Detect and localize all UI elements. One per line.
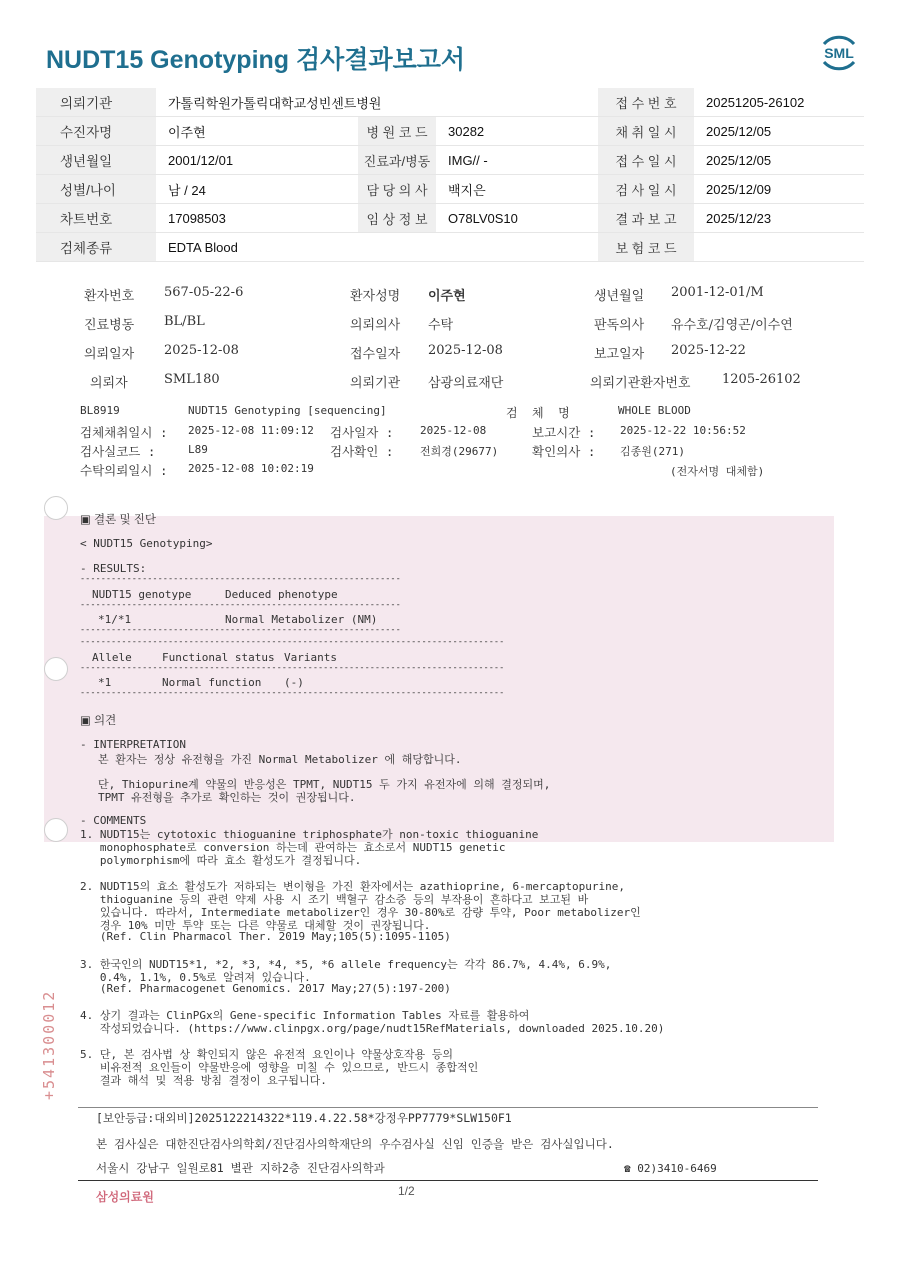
pt-value-reader: 유수호/김영곤/이수연 — [671, 318, 793, 333]
value-physician: 백지은 — [436, 175, 598, 204]
phenotype-value: Normal Metabolizer (NM) — [225, 613, 378, 626]
pt-value-report-date: 2025-12-22 — [671, 343, 746, 358]
comment-line: 작성되었습니다. (https://www.clinpgx.org/page/nudt15RefMaterials, downloaded 2025.10.20) — [80, 1022, 665, 1035]
pt-value-requester: SML180 — [164, 372, 220, 387]
label-patient-name: 수진자명 — [36, 117, 156, 146]
label-receipt-no: 접 수 번 호 — [598, 88, 694, 117]
svg-text:SML: SML — [824, 45, 854, 61]
esign-note: (전자서명 대체함) — [670, 465, 765, 478]
value-clinical-info: O78LV0S10 — [436, 204, 598, 233]
comment-line: 비유전적 요인들이 약물반응에 영향을 미칠 수 있으므로, 반드시 종합적인 — [80, 1061, 479, 1074]
dash-line: -------------------------------------------------------------- — [80, 625, 401, 635]
dash-line: -------------------------------------------------------------- — [80, 600, 401, 610]
reporttime-value: 2025-12-22 10:56:52 — [620, 424, 746, 437]
value-hospital-code: 30282 — [436, 117, 598, 146]
interpretation-line: 단, Thiopurine계 약물의 반응성은 TPMT, NUDT15 두 가지 유전자에 의해 결정되며, — [98, 778, 551, 791]
pt-label-ward: 진료병동 — [84, 318, 135, 333]
pt-label-report-date: 보고일자 — [594, 347, 645, 362]
interpretation-label: - INTERPRETATION — [80, 738, 186, 751]
comments-label: - COMMENTS — [80, 814, 147, 827]
label-physician: 담 당 의 사 — [358, 175, 436, 204]
pt-value-receipt-date: 2025-12-08 — [428, 343, 503, 358]
security-line: [보안등급:대외비]2025122214322*119.4.22.58*강정우PP7779*SLW150F1 — [96, 1111, 512, 1125]
comment-line: 경우 10% 미만 투약 또는 다른 약물로 대체할 것이 권장됩니다. — [80, 919, 431, 932]
comment-line: 4. 상기 결과는 ClinPGx의 Gene-specific Information Tables 자료를 활용하여 — [80, 1009, 530, 1022]
results-label: - RESULTS: — [80, 562, 147, 575]
comment-line: thioguanine 등의 관련 약제 사용 시 조기 백혈구 감소증 등의 부작용이 흔하다고 보고된 바 — [80, 893, 589, 906]
opinion-heading: ▣ 의견 — [80, 715, 117, 727]
info-row — [36, 146, 864, 175]
dash-line: ---------------------------------------------------------------------------------- — [80, 637, 505, 647]
pt-value-ward: BL/BL — [164, 314, 205, 329]
variants-value: (-) — [284, 676, 304, 689]
value-result-report: 2025/12/23 — [694, 204, 864, 233]
col-allele: Allele — [92, 651, 132, 664]
conclusion-heading: ▣ 결론 및 진단 — [80, 514, 156, 526]
label-institution: 의뢰기관 — [36, 88, 156, 117]
value-sex-age: 남 / 24 — [156, 175, 358, 204]
certification-text: 본 검사실은 대한진단검사의학회/진단검사의학재단의 우수검사실 신임 인증을 받은 검사실입니다. — [96, 1137, 614, 1151]
col-function: Functional status — [162, 651, 275, 664]
pt-label-patient-name: 환자성명 — [350, 289, 401, 304]
comment-line: 3. 한국인의 NUDT15*1, *2, *3, *4, *5, *6 allele frequency는 각각 86.7%, 4.4%, 6.9%, — [80, 958, 612, 971]
comment-line: 결과 해석 및 적용 방침 결정이 요구됩니다. — [80, 1074, 327, 1087]
pt-label-patient-no: 환자번호 — [84, 289, 135, 304]
comment-line: 1. NUDT15는 cytotoxic thioguanine triphosphate가 non-toxic thioguanine — [80, 828, 539, 841]
binder-hole — [44, 657, 68, 681]
label-test-date: 검 사 일 시 — [598, 175, 694, 204]
allele-value: *1 — [98, 676, 112, 689]
comment-line: 0.4%, 1.1%, 0.5%로 알려져 있습니다. — [80, 971, 311, 984]
request-label: 수탁의뢰일시 : — [80, 463, 168, 478]
pt-label-receipt-date: 접수일자 — [350, 347, 401, 362]
label-receipt-date: 접 수 일 시 — [598, 146, 694, 175]
footer-bottom-line — [78, 1180, 818, 1181]
testdate-value: 2025-12-08 — [420, 424, 487, 437]
label-result-report: 결 과 보 고 — [598, 204, 694, 233]
reporttime-label: 보고시간 : — [532, 425, 596, 440]
phone-text: ☎ 02)3410-6469 — [624, 1162, 717, 1175]
interpretation-line: TPMT 유전형을 추가로 확인하는 것이 권장됩니다. — [98, 791, 356, 804]
collect-label: 검체채취일시 : — [80, 425, 168, 440]
value-department: IMG// - — [436, 146, 598, 175]
binder-hole — [44, 818, 68, 842]
pt-value-inst-patient-no: 1205-26102 — [722, 372, 801, 387]
comment-line: 5. 단, 본 검사법 상 확인되지 않은 유전적 요인이나 약물상호작용 등의 — [80, 1048, 453, 1061]
pt-label-inst-patient-no: 의뢰기관환자번호 — [590, 376, 691, 391]
info-row — [36, 88, 864, 117]
specimen-value: WHOLE BLOOD — [618, 404, 691, 417]
dash-line: -------------------------------------------------------------- — [80, 574, 401, 584]
footer-divider — [78, 1107, 818, 1108]
genotype-value: *1/*1 — [98, 613, 132, 626]
value-insurance-code — [694, 233, 864, 262]
label-hospital-code: 병 원 코 드 — [358, 117, 436, 146]
dash-line: ---------------------------------------------------------------------------------- — [80, 688, 505, 698]
report-title: NUDT15 Genotyping 검사결과보고서 — [46, 46, 466, 74]
info-row — [36, 175, 864, 204]
sml-logo — [816, 30, 862, 76]
confirm-doc-value: 김종원(271) — [620, 445, 685, 458]
value-institution: 가톨릭학원가톨릭대학교성빈센트병원 — [156, 88, 598, 117]
pt-value-birth: 2001-12-01/M — [671, 285, 764, 300]
comment-line: monophosphate로 conversion 하는데 관여하는 효소로서 NUDT15 genetic — [80, 841, 506, 854]
value-collect-date: 2025/12/05 — [694, 117, 864, 146]
genotyping-header: < NUDT15 Genotyping> — [80, 537, 213, 550]
collect-value: 2025-12-08 11:09:12 — [188, 424, 314, 437]
label-birthdate: 생년월일 — [36, 146, 156, 175]
label-department: 진료과/병동 — [358, 146, 436, 175]
hospital-name: 삼성의료원 — [96, 1190, 154, 1204]
label-chart-no: 차트번호 — [36, 204, 156, 233]
comment-line: polymorphism에 따라 효소 활성도가 결정됩니다. — [80, 854, 362, 867]
side-serial-number: +541300012 — [40, 989, 58, 1100]
testdate-label: 검사일자 : — [330, 425, 394, 440]
confirm-label: 검사확인 : — [330, 444, 394, 459]
dash-line: ---------------------------------------------------------------------------------- — [80, 663, 505, 673]
specimen-label: 검 체 명 — [506, 406, 570, 420]
interpretation-line: 본 환자는 정상 유전형을 가진 Normal Metabolizer 에 해당합니다. — [98, 753, 462, 766]
room-label: 검사실코드 : — [80, 444, 156, 459]
pt-value-req-doctor: 수탁 — [428, 318, 454, 333]
pt-value-req-date: 2025-12-08 — [164, 343, 239, 358]
pt-label-requester: 의뢰자 — [90, 376, 128, 391]
comment-line: 있습니다. 따라서, Intermediate metabolizer인 경우 30-80%로 감량 투약, Poor metabolizer인 — [80, 906, 641, 919]
comment-line: (Ref. Clin Pharmacol Ther. 2019 May;105(5):1095-1105) — [80, 930, 451, 943]
value-birthdate: 2001/12/01 — [156, 146, 358, 175]
confirm-doc-label: 확인의사 : — [532, 444, 596, 459]
request-value: 2025-12-08 10:02:19 — [188, 462, 314, 475]
function-value: Normal function — [162, 676, 262, 689]
value-specimen: EDTA Blood — [156, 233, 598, 262]
pt-label-req-doctor: 의뢰의사 — [350, 318, 401, 333]
pt-value-patient-name: 이주현 — [428, 289, 466, 304]
value-chart-no: 17098503 — [156, 204, 358, 233]
pt-label-reader: 판독의사 — [594, 318, 645, 333]
info-row — [36, 233, 864, 262]
label-collect-date: 채 취 일 시 — [598, 117, 694, 146]
value-receipt-no: 20251205-26102 — [694, 88, 864, 117]
pt-label-req-date: 의뢰일자 — [84, 347, 135, 362]
confirm-value: 전희경(29677) — [420, 445, 499, 458]
pt-value-req-institution: 삼광의료재단 — [428, 376, 504, 391]
label-specimen: 검체종류 — [36, 233, 156, 262]
pt-label-req-institution: 의뢰기관 — [350, 376, 401, 391]
info-row — [36, 204, 864, 233]
label-insurance-code: 보 험 코 드 — [598, 233, 694, 262]
label-sex-age: 성별/나이 — [36, 175, 156, 204]
value-receipt-date: 2025/12/05 — [694, 146, 864, 175]
value-test-date: 2025/12/09 — [694, 175, 864, 204]
col-phenotype: Deduced phenotype — [225, 588, 338, 601]
room-value: L89 — [188, 443, 208, 456]
label-clinical-info: 임 상 정 보 — [358, 204, 436, 233]
info-row — [36, 117, 864, 146]
test-name: NUDT15 Genotyping [sequencing] — [188, 404, 387, 417]
value-patient-name: 이주현 — [156, 117, 358, 146]
binder-hole — [44, 496, 68, 520]
comment-line: 2. NUDT15의 효소 활성도가 저하되는 변이형을 가진 환자에서는 azathioprine, 6-mercaptopurine, — [80, 880, 626, 893]
pt-value-patient-no: 567-05-22-6 — [164, 285, 244, 300]
patient-info-table — [36, 88, 864, 262]
test-code: BL8919 — [80, 404, 120, 417]
comment-line: (Ref. Pharmacogenet Genomics. 2017 May;27(5):197-200) — [80, 982, 451, 995]
col-genotype: NUDT15 genotype — [92, 588, 192, 601]
col-variants: Variants — [284, 651, 337, 664]
page-number: 1/2 — [398, 1184, 415, 1198]
address-text: 서울시 강남구 일원로81 별관 지하2층 진단검사의학과 — [96, 1161, 385, 1175]
pt-label-birth: 생년월일 — [594, 289, 645, 304]
